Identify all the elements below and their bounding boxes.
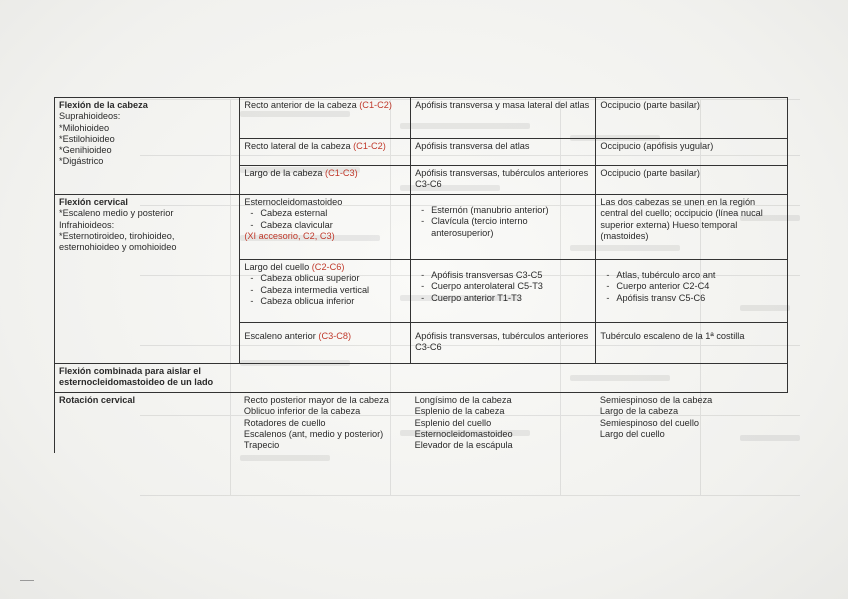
col1-line: *Digástrico [59, 156, 104, 167]
muscle-cell [240, 166, 411, 195]
table-row [55, 98, 788, 139]
table-row [55, 195, 788, 260]
origin-cell: Apófisis transversa del atlas [411, 139, 596, 166]
rotation-col3 [411, 393, 596, 454]
muscle-level: (C1-C2) [353, 141, 386, 151]
origin-cell: Apófisis transversas, tubérculos anteriores C3-C6 [411, 166, 596, 195]
muscle-name: Esternocleidomastoideo [244, 197, 343, 207]
insertion-cell [596, 260, 788, 323]
list-item: Oblicuo inferior de la cabeza [243, 406, 361, 417]
insertion-cell: Occipucio (parte basilar) [596, 98, 788, 139]
list-item: Escalenos (ant, medio y posterior) [243, 428, 384, 439]
muscle-level: (C1-C3) [325, 168, 358, 178]
nerve-label: (XI accesorio, C2, C3) [244, 230, 335, 241]
rotation-cell [55, 393, 240, 454]
origin-item: - Apófisis transversas C3-C5 [415, 270, 591, 281]
list-item: Longísimo de la cabeza [414, 395, 512, 405]
rotation-col4 [596, 393, 788, 454]
page-edge-mark [20, 580, 34, 581]
list-item: Rotadores de cuello [243, 417, 326, 428]
cervical-flexion-cell [55, 195, 240, 364]
muscle-part: - Cabeza esternal [244, 208, 406, 219]
origin-cell: Apófisis transversas, tubérculos anteriores C3-C6 [411, 323, 596, 364]
col1-line: *Escaleno medio y posterior [59, 208, 174, 219]
muscle-cell [240, 98, 411, 139]
muscle-cell [240, 323, 411, 364]
head-flexion-title: Flexión de la cabeza [59, 100, 148, 110]
insertion-cell: Occipucio (parte basilar) [596, 166, 788, 195]
list-item: Esplenio de la cabeza [414, 406, 505, 417]
list-item: Esplenio del cuello [414, 417, 492, 428]
list-item: Semiespinoso de la cabeza [599, 395, 713, 405]
origin-item: - Clavícula (tercio interno anterosuperior) [415, 216, 591, 239]
col1-line: *Estilohioideo [59, 133, 115, 144]
muscle-part: - Cabeza clavicular [244, 220, 406, 231]
head-flexion-cell [55, 98, 240, 195]
muscle-cell [240, 195, 411, 260]
muscle-part: - Cabeza intermedia vertical [244, 285, 406, 296]
col1-line: Suprahioideos: [59, 111, 121, 122]
col1-line: *Esternotiroideo, tirohioideo, esternohioideo y omohioideo [59, 230, 177, 253]
origin-item: - Cuerpo anterior T1-T3 [415, 293, 591, 304]
insertion-cell: Las dos cabezas se unen en la región central del cuello; occipucio (línea nucal superior externa) Hueso temporal (mastoides) [596, 195, 788, 260]
muscle-name: Escaleno anterior [244, 331, 319, 341]
muscle-level: (C1-C2) [359, 100, 392, 110]
list-item: Largo de la cabeza [599, 406, 679, 417]
muscle-name: Recto lateral de la cabeza [244, 141, 354, 151]
list-item: Esternocleidomastoideo [414, 428, 513, 439]
list-item: Semiespinoso del cuello [599, 417, 699, 428]
rotation-title: Rotación cervical [59, 395, 136, 405]
rotation-col2 [240, 393, 411, 454]
insertion-item: - Atlas, tubérculo arco ant [600, 270, 783, 281]
muscle-table [54, 97, 788, 453]
muscle-cell [240, 260, 411, 323]
combined-flexion-title: Flexión combinada para aislar el esternocleidomastoideo de un lado [59, 366, 214, 388]
origin-item: - Esternón (manubrio anterior) [415, 205, 591, 216]
muscle-part: - Cabeza oblicua inferior [244, 296, 406, 307]
muscle-level: (C3-C8) [318, 331, 352, 341]
list-item: Elevador de la escápula [414, 440, 513, 451]
insertion-item: - Cuerpo anterior C2-C4 [600, 281, 783, 292]
insertion-cell: Occipucio (apófisis yugular) [596, 139, 788, 166]
origin-cell: Apófisis transversa y masa lateral del atlas [411, 98, 596, 139]
table-row [55, 364, 788, 393]
muscle-part: - Cabeza oblicua superior [244, 273, 406, 284]
insertion-item: - Apófisis transv C5-C6 [600, 293, 783, 304]
origin-cell [411, 260, 596, 323]
col1-line: Infrahioideos: [59, 219, 115, 230]
muscle-cell [240, 139, 411, 166]
insertion-cell: Tubérculo escaleno de la 1ª costilla [596, 323, 788, 364]
cervical-flexion-title: Flexión cervical [59, 197, 128, 207]
muscle-name: Recto anterior de la cabeza [244, 100, 360, 110]
combined-flexion-cell [55, 364, 240, 393]
list-item: Largo del cuello [599, 428, 665, 439]
muscle-name: Largo de la cabeza [244, 168, 326, 178]
list-item: Recto posterior mayor de la cabeza [243, 395, 389, 405]
muscle-level: (C2-C6) [311, 262, 345, 272]
col1-line: *Genihioideo [59, 145, 112, 156]
table-row [55, 393, 788, 454]
list-item: Trapecio [243, 440, 280, 451]
origin-cell [411, 195, 596, 260]
origin-item: - Cuerpo anterolateral C5-T3 [415, 281, 591, 292]
col1-line: *Milohioideo [59, 122, 110, 133]
muscle-name: Largo del cuello (C2-C6) [244, 262, 345, 272]
